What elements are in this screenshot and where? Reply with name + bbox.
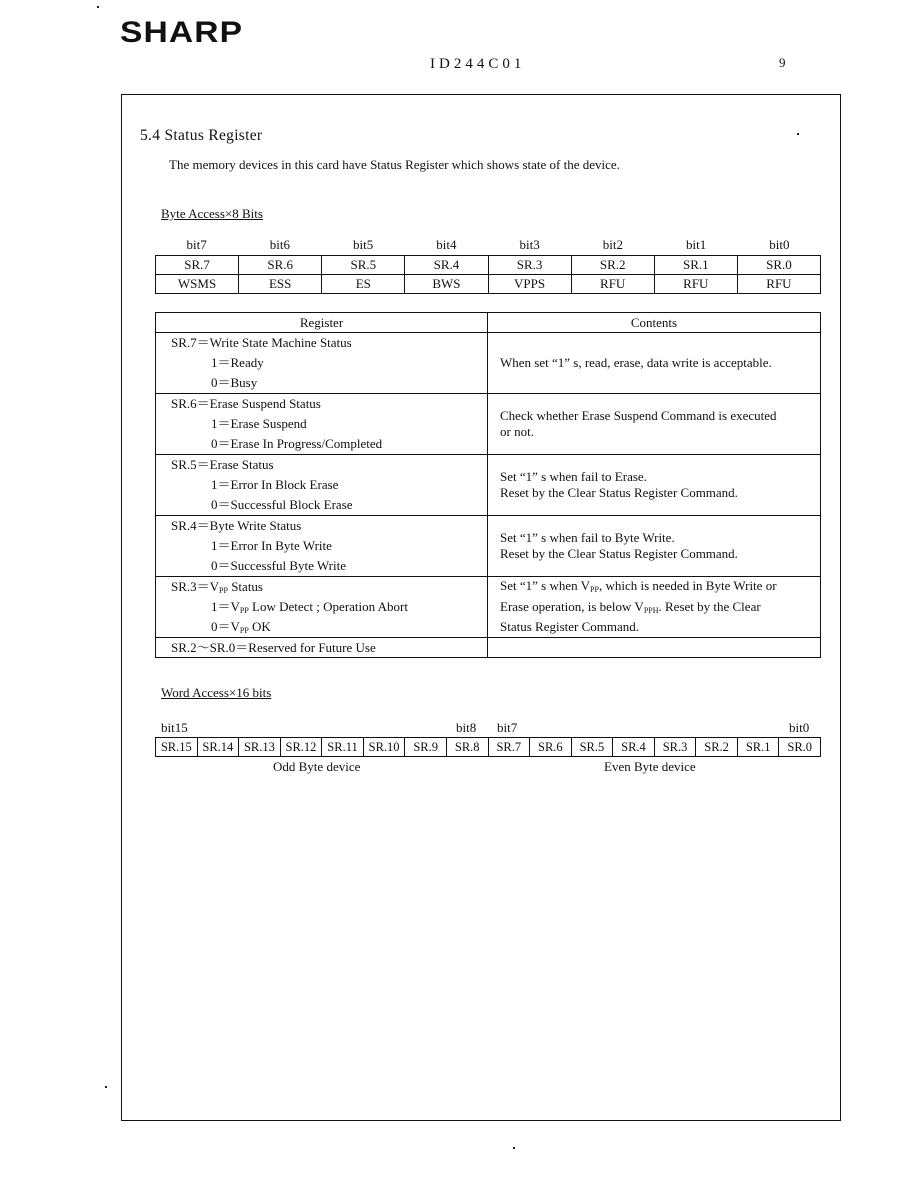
page-number: 9: [779, 55, 786, 70]
table-row: [156, 516, 821, 577]
register-title: SR.7＝Write State Machine Status: [171, 335, 352, 350]
table-header-row: [156, 313, 821, 333]
even-byte-device-label: Even Byte device: [604, 759, 696, 774]
register-title: SR.2～SR.0＝Reserved for Future Use: [171, 640, 376, 655]
register-cell: SR.6: [239, 256, 322, 275]
register-cell: SR.8: [446, 738, 488, 757]
contents-cell: [488, 394, 821, 455]
bit-label: bit7: [186, 237, 207, 252]
bit-label: bit4: [436, 237, 457, 252]
name-cell: RFU: [654, 275, 737, 294]
register-cell: SR.3: [654, 738, 696, 757]
byte-access-heading: Byte Access×8 Bits: [161, 206, 263, 221]
contents-cell: [488, 333, 821, 394]
register-cell: SR.14: [197, 738, 239, 757]
contents-line: Reset by the Clear Status Register Command.: [500, 546, 738, 561]
bit-label: bit1: [686, 237, 707, 252]
table-row: [156, 455, 821, 516]
register-cell: SR.2: [571, 256, 654, 275]
contents-cell: [488, 638, 821, 658]
register-value-0: 0＝Busy: [211, 375, 258, 390]
register-cell: SR.4: [613, 738, 655, 757]
register-cell: SR.1: [737, 738, 779, 757]
word-access-heading: Word Access×16 bits: [161, 685, 272, 700]
contents-line: or not.: [500, 424, 534, 439]
byte-bit-labels: [155, 237, 821, 253]
register-value-0: 0＝Successful Block Erase: [211, 497, 353, 512]
table-row: [156, 638, 821, 658]
document-id: ID244C01: [430, 56, 526, 72]
bit-label: bit2: [602, 237, 623, 252]
contents-line: Set “1” s when fail to Byte Write.: [500, 529, 675, 545]
bit7-label: bit7: [497, 720, 518, 735]
register-title: SR.5＝Erase Status: [171, 457, 274, 472]
name-cell: RFU: [571, 275, 654, 294]
contents-line: Erase operation, is below $V_{PPH}$. Reset by the Clear: [500, 598, 761, 615]
register-cell: [156, 516, 488, 577]
name-cell: BWS: [405, 275, 488, 294]
name-cell: ES: [322, 275, 405, 294]
bit15-label: bit15: [161, 720, 188, 735]
table-row: [156, 333, 821, 394]
register-value-1: $1=V_{PP}$ Low Detect ; Operation Abort: [211, 599, 409, 615]
contents-line: Check whether Erase Suspend Command is executed: [500, 407, 777, 423]
register-cell: [156, 638, 488, 658]
contents-cell: [488, 516, 821, 577]
register-cell: SR.15: [156, 738, 198, 757]
register-value-0: 0＝Erase In Progress/Completed: [211, 436, 383, 451]
contents-text: When set “1” s, read, erase, data write is acceptable.: [500, 354, 772, 370]
register-cell: SR.4: [405, 256, 488, 275]
register-value-0: $0=V_{PP}$ OK: [211, 619, 271, 635]
register-title: SR.6＝Erase Suspend Status: [171, 396, 321, 411]
register-cell: SR.11: [322, 738, 364, 757]
register-description-table: [155, 312, 821, 658]
bit-label: bit5: [353, 237, 374, 252]
section-title: 5.4 Status Register: [140, 127, 263, 144]
register-cell: [156, 577, 488, 638]
column-header-contents: Contents: [488, 313, 821, 333]
scan-speck: [105, 1086, 107, 1088]
contents-line: Reset by the Clear Status Register Command.: [500, 485, 738, 500]
register-value-1: 1＝Error In Block Erase: [211, 477, 339, 492]
register-cell: [156, 394, 488, 455]
register-cell: SR.12: [280, 738, 322, 757]
scan-speck: [97, 6, 99, 8]
name-cell: RFU: [737, 275, 820, 294]
table-row: [156, 577, 821, 638]
column-header-register: Register: [156, 313, 488, 333]
register-cell: SR.2: [696, 738, 738, 757]
name-cell: VPPS: [488, 275, 571, 294]
register-value-0: 0＝Successful Byte Write: [211, 558, 346, 573]
register-cell: SR.5: [571, 738, 613, 757]
register-value-1: 1＝Ready: [211, 355, 264, 370]
register-cell: SR.5: [322, 256, 405, 275]
section-intro: The memory devices in this card have Status Register which shows state of the device.: [169, 157, 620, 172]
register-cell: [156, 333, 488, 394]
register-cell: SR.9: [405, 738, 447, 757]
name-cell: ESS: [239, 275, 322, 294]
sharp-logo: SHARP: [120, 16, 244, 49]
bit0-label: bit0: [789, 720, 810, 735]
register-title: $SR.3=V_{PP}$ Status: [171, 579, 263, 595]
register-cell: SR.7: [156, 256, 239, 275]
table-row: [156, 738, 821, 757]
contents-line: Set “1” s when $V_{PP}$, which is needed in Byte Write or: [500, 578, 777, 595]
register-title: SR.4＝Byte Write Status: [171, 518, 302, 533]
contents-line: Status Register Command.: [500, 619, 640, 635]
register-value-1: 1＝Erase Suspend: [211, 416, 307, 431]
word-access-table: [155, 737, 821, 757]
register-cell: SR.10: [363, 738, 405, 757]
register-value-1: 1＝Error In Byte Write: [211, 538, 332, 553]
register-cell: SR.3: [488, 256, 571, 275]
name-cell: WSMS: [156, 275, 239, 294]
contents-cell: [488, 455, 821, 516]
byte-access-table: [155, 255, 821, 294]
register-cell: SR.6: [530, 738, 572, 757]
table-row: [156, 275, 821, 294]
bit-label: bit0: [769, 237, 790, 252]
register-cell: SR.13: [239, 738, 281, 757]
scan-speck: [797, 133, 799, 135]
register-cell: SR.1: [654, 256, 737, 275]
register-cell: SR.0: [737, 256, 820, 275]
bit-label: bit3: [519, 237, 540, 252]
bit-label: bit6: [269, 237, 290, 252]
table-row: [156, 256, 821, 275]
register-cell: SR.0: [779, 738, 821, 757]
bit8-label: bit8: [456, 720, 477, 735]
register-cell: [156, 455, 488, 516]
table-row: [156, 394, 821, 455]
contents-cell: [488, 577, 821, 638]
odd-byte-device-label: Odd Byte device: [273, 759, 361, 774]
register-cell: SR.7: [488, 738, 530, 757]
contents-line: Set “1” s when fail to Erase.: [500, 468, 647, 484]
scan-speck: [513, 1147, 515, 1149]
